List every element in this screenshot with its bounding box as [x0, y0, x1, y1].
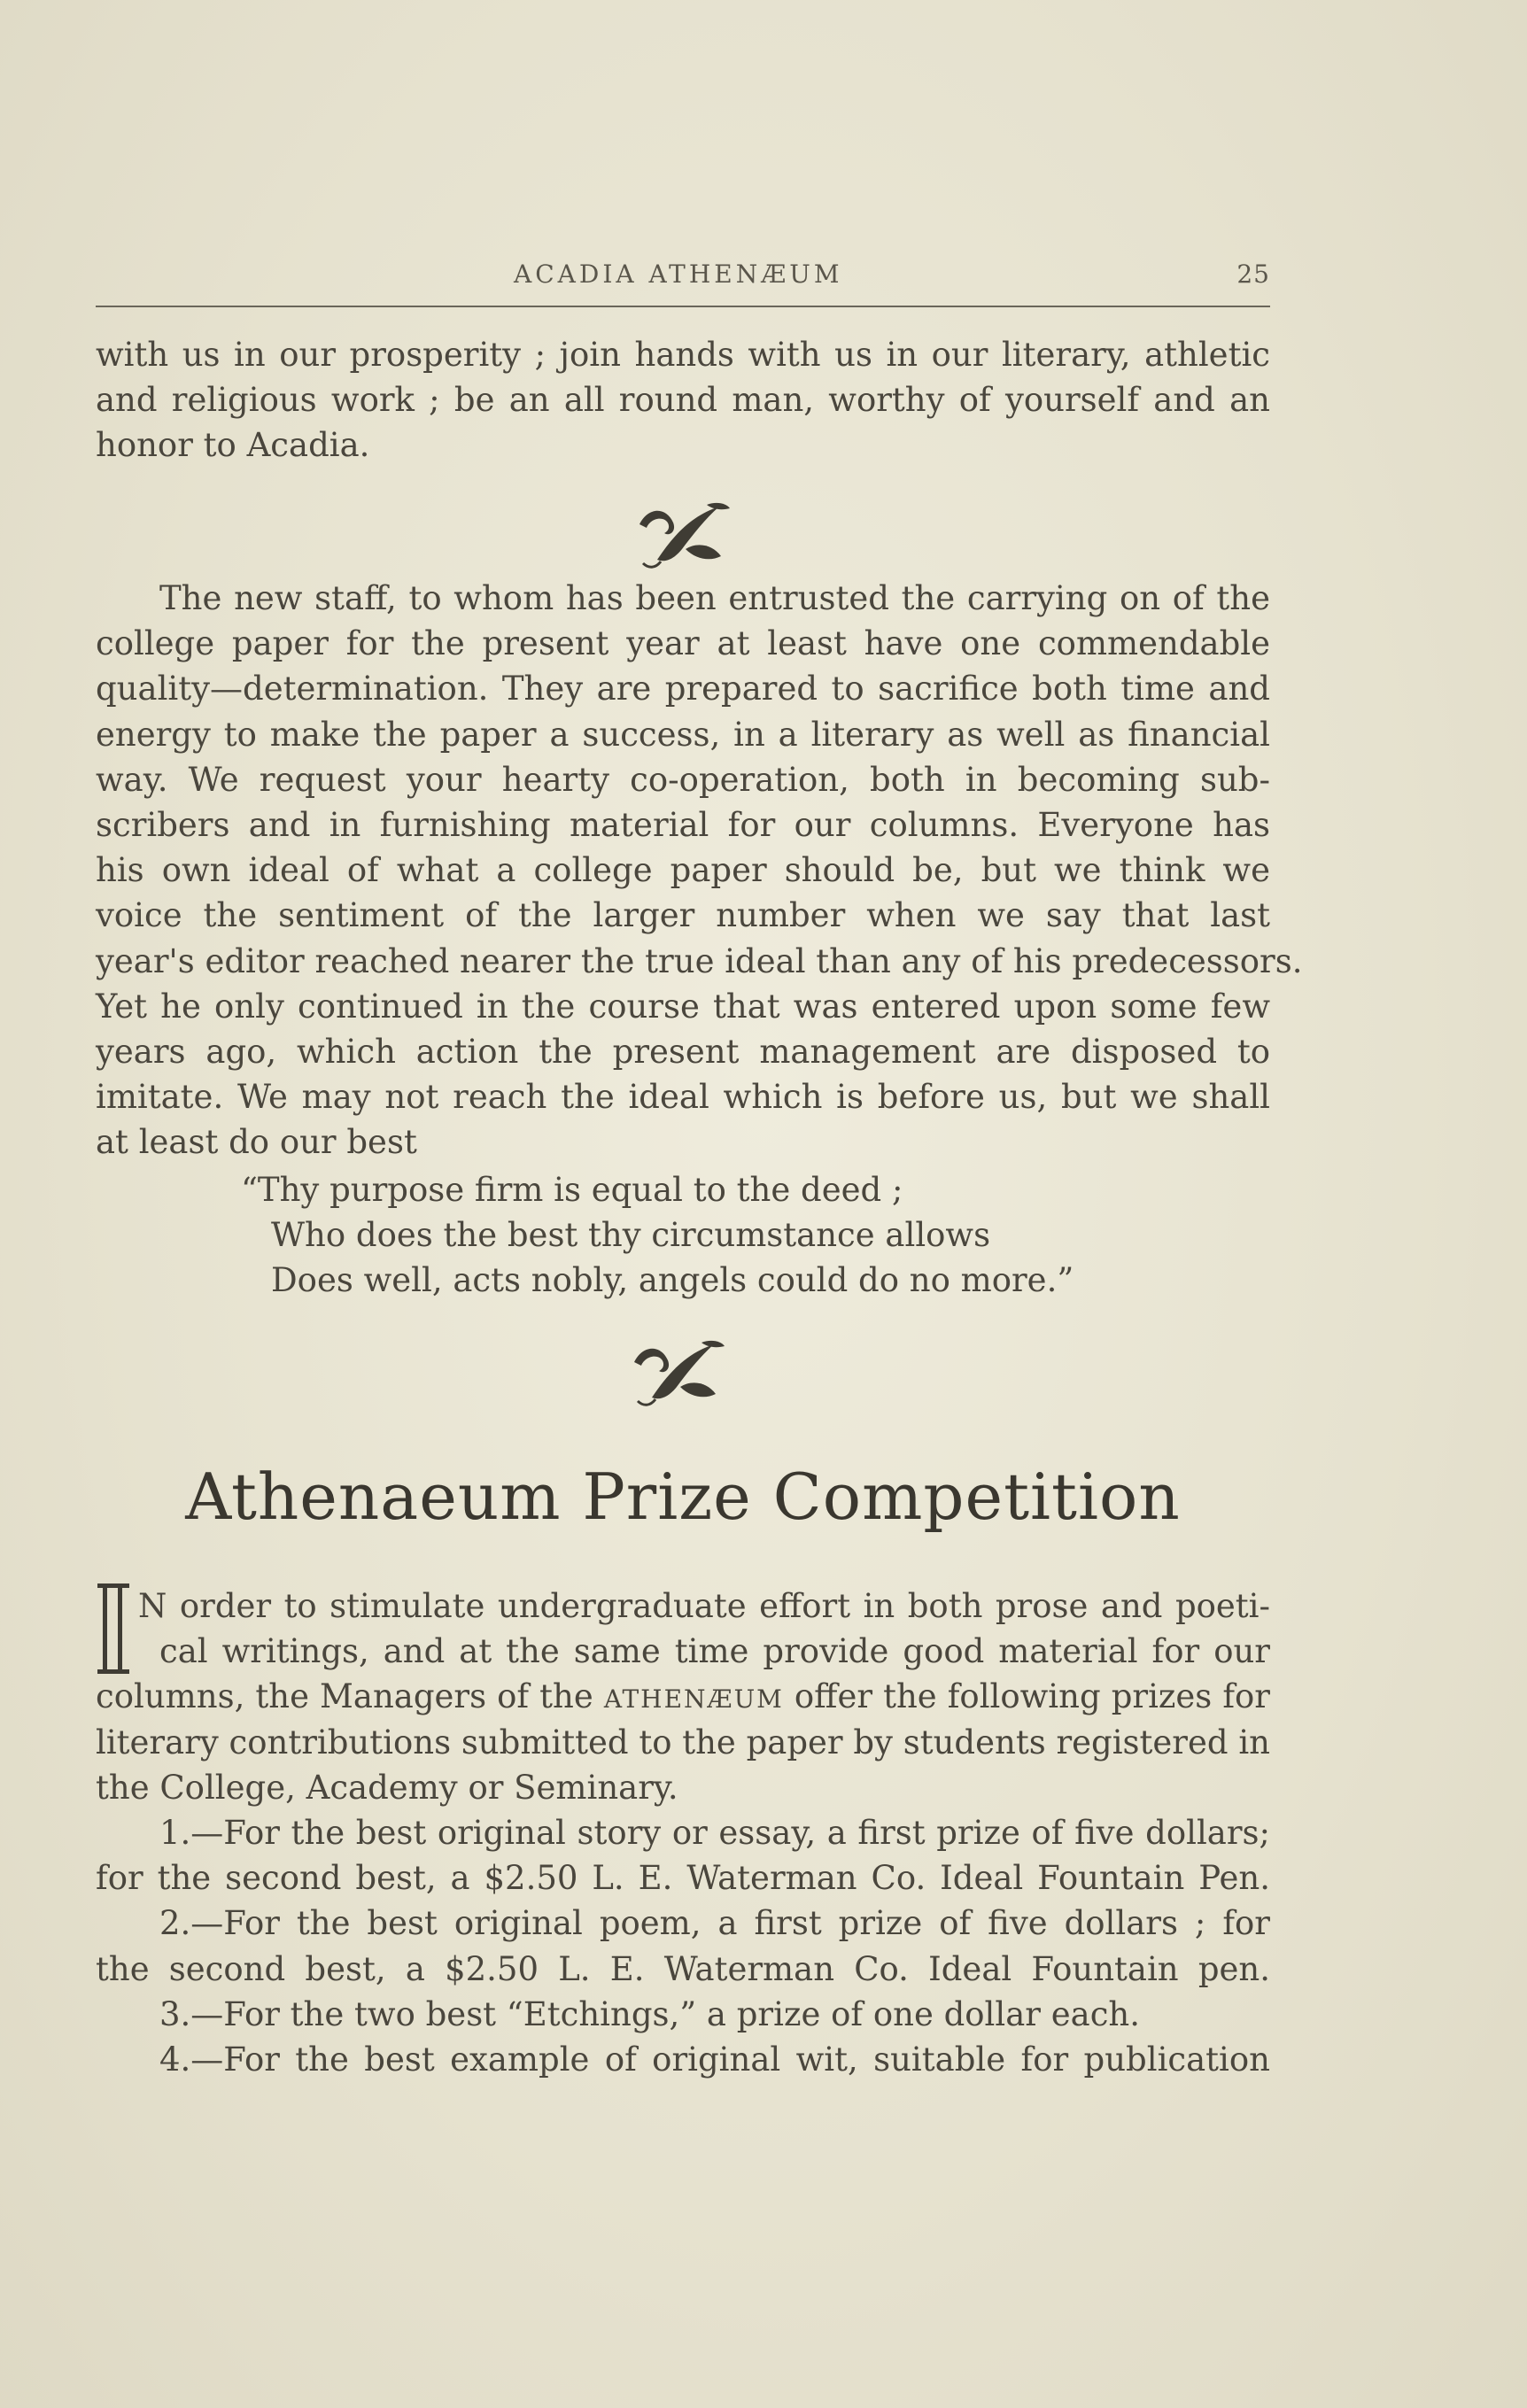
prize-item-continuation: for the second best, a $2.50 L. E. Waterman Co. Ideal Fountain Pen.: [96, 1859, 1270, 1898]
paragraph-continuation: [96, 332, 1270, 468]
text-line: and religious work ; be an all round man, worthy of yourself and an: [96, 381, 1270, 420]
prize-item-continuation: the second best, a $2.50 L. E. Waterman Co. Ideal Fountain pen.: [96, 1949, 1270, 1988]
text-fragment: offer the following prizes for: [783, 1677, 1270, 1716]
text-line: his own ideal of what a college paper should be, but we think we: [96, 851, 1270, 890]
text-line: with us in our prosperity ; join hands with us in our literary, athletic: [96, 336, 1270, 374]
text-line: voice the sentiment of the larger number when we say that last: [96, 896, 1270, 935]
editorial-paragraph: [96, 576, 1303, 1165]
text-line: Yet he only continued in the course that was entered upon some few: [96, 987, 1270, 1026]
text-line: years ago, which action the present management are disposed to: [96, 1032, 1270, 1071]
prize-item: 1.—For the best original story or essay, a first prize of five dollars;: [159, 1814, 1270, 1852]
text-line: college paper for the present year at least have one commendable: [96, 624, 1270, 663]
fleuron-ornament-icon: [631, 498, 737, 577]
page-number: 25: [1236, 259, 1270, 289]
prize-item: 3.—For the two best “Etchings,” a prize of one dollar each.: [159, 1994, 1141, 2033]
section-heading: Athenaeum Prize Competition: [185, 1460, 1181, 1534]
verse-line: Does well, acts nobly, angels could do no more.”: [271, 1261, 1074, 1300]
verse-quote: [241, 1167, 1127, 1304]
running-header: [96, 259, 1270, 298]
prize-item: 2.—For the best original poem, a first prize of five dollars ; for: [159, 1904, 1270, 1943]
header-rule: [96, 306, 1270, 307]
text-line: quality—determination. They are prepared to sacrifice both time and: [96, 670, 1270, 708]
journal-title: ACADIA ATHENÆUM: [514, 259, 843, 289]
verse-line: Who does the best thy circumstance allows: [271, 1216, 991, 1255]
text-line: year's editor reached nearer the true ideal than any of his predecessors.: [96, 941, 1303, 980]
text-line: at least do our best: [96, 1123, 417, 1162]
text-line: honor to Acadia.: [96, 426, 370, 465]
text-line: way. We request your hearty co-operation, both in becoming sub-: [96, 760, 1270, 799]
prize-item: 4.—For the best example of original wit, suitable for publication: [159, 2040, 1270, 2079]
verse-line: “Thy purpose firm is equal to the deed ;: [241, 1171, 903, 1209]
text-line: literary contributions submitted to the paper by students registered in: [96, 1723, 1270, 1761]
text-fragment: columns, the Managers of the: [96, 1677, 604, 1716]
text-line: The new staff, to whom has been entrusted the carrying on of the: [159, 579, 1270, 617]
text-line: N order to stimulate undergraduate effort in both prose and poeti-: [138, 1587, 1270, 1625]
text-line: imitate. We may not reach the ideal which is before us, but we shall: [96, 1078, 1270, 1117]
text-line: [96, 1674, 1270, 1719]
text-line: scribers and in furnishing material for our columns. Everyone has: [96, 805, 1270, 844]
text-line: cal writings, and at the same time provide good material for our: [159, 1632, 1270, 1671]
text-line: energy to make the paper a success, in a literary as well as financial: [96, 715, 1270, 754]
fleuron-ornament-icon: [625, 1336, 732, 1415]
text-line: the College, Academy or Seminary.: [96, 1768, 678, 1807]
prize-list: [96, 1810, 1270, 2082]
journal-name-smallcaps: ATHENÆUM: [603, 1684, 784, 1715]
prize-intro-paragraph: [96, 1583, 1270, 1810]
